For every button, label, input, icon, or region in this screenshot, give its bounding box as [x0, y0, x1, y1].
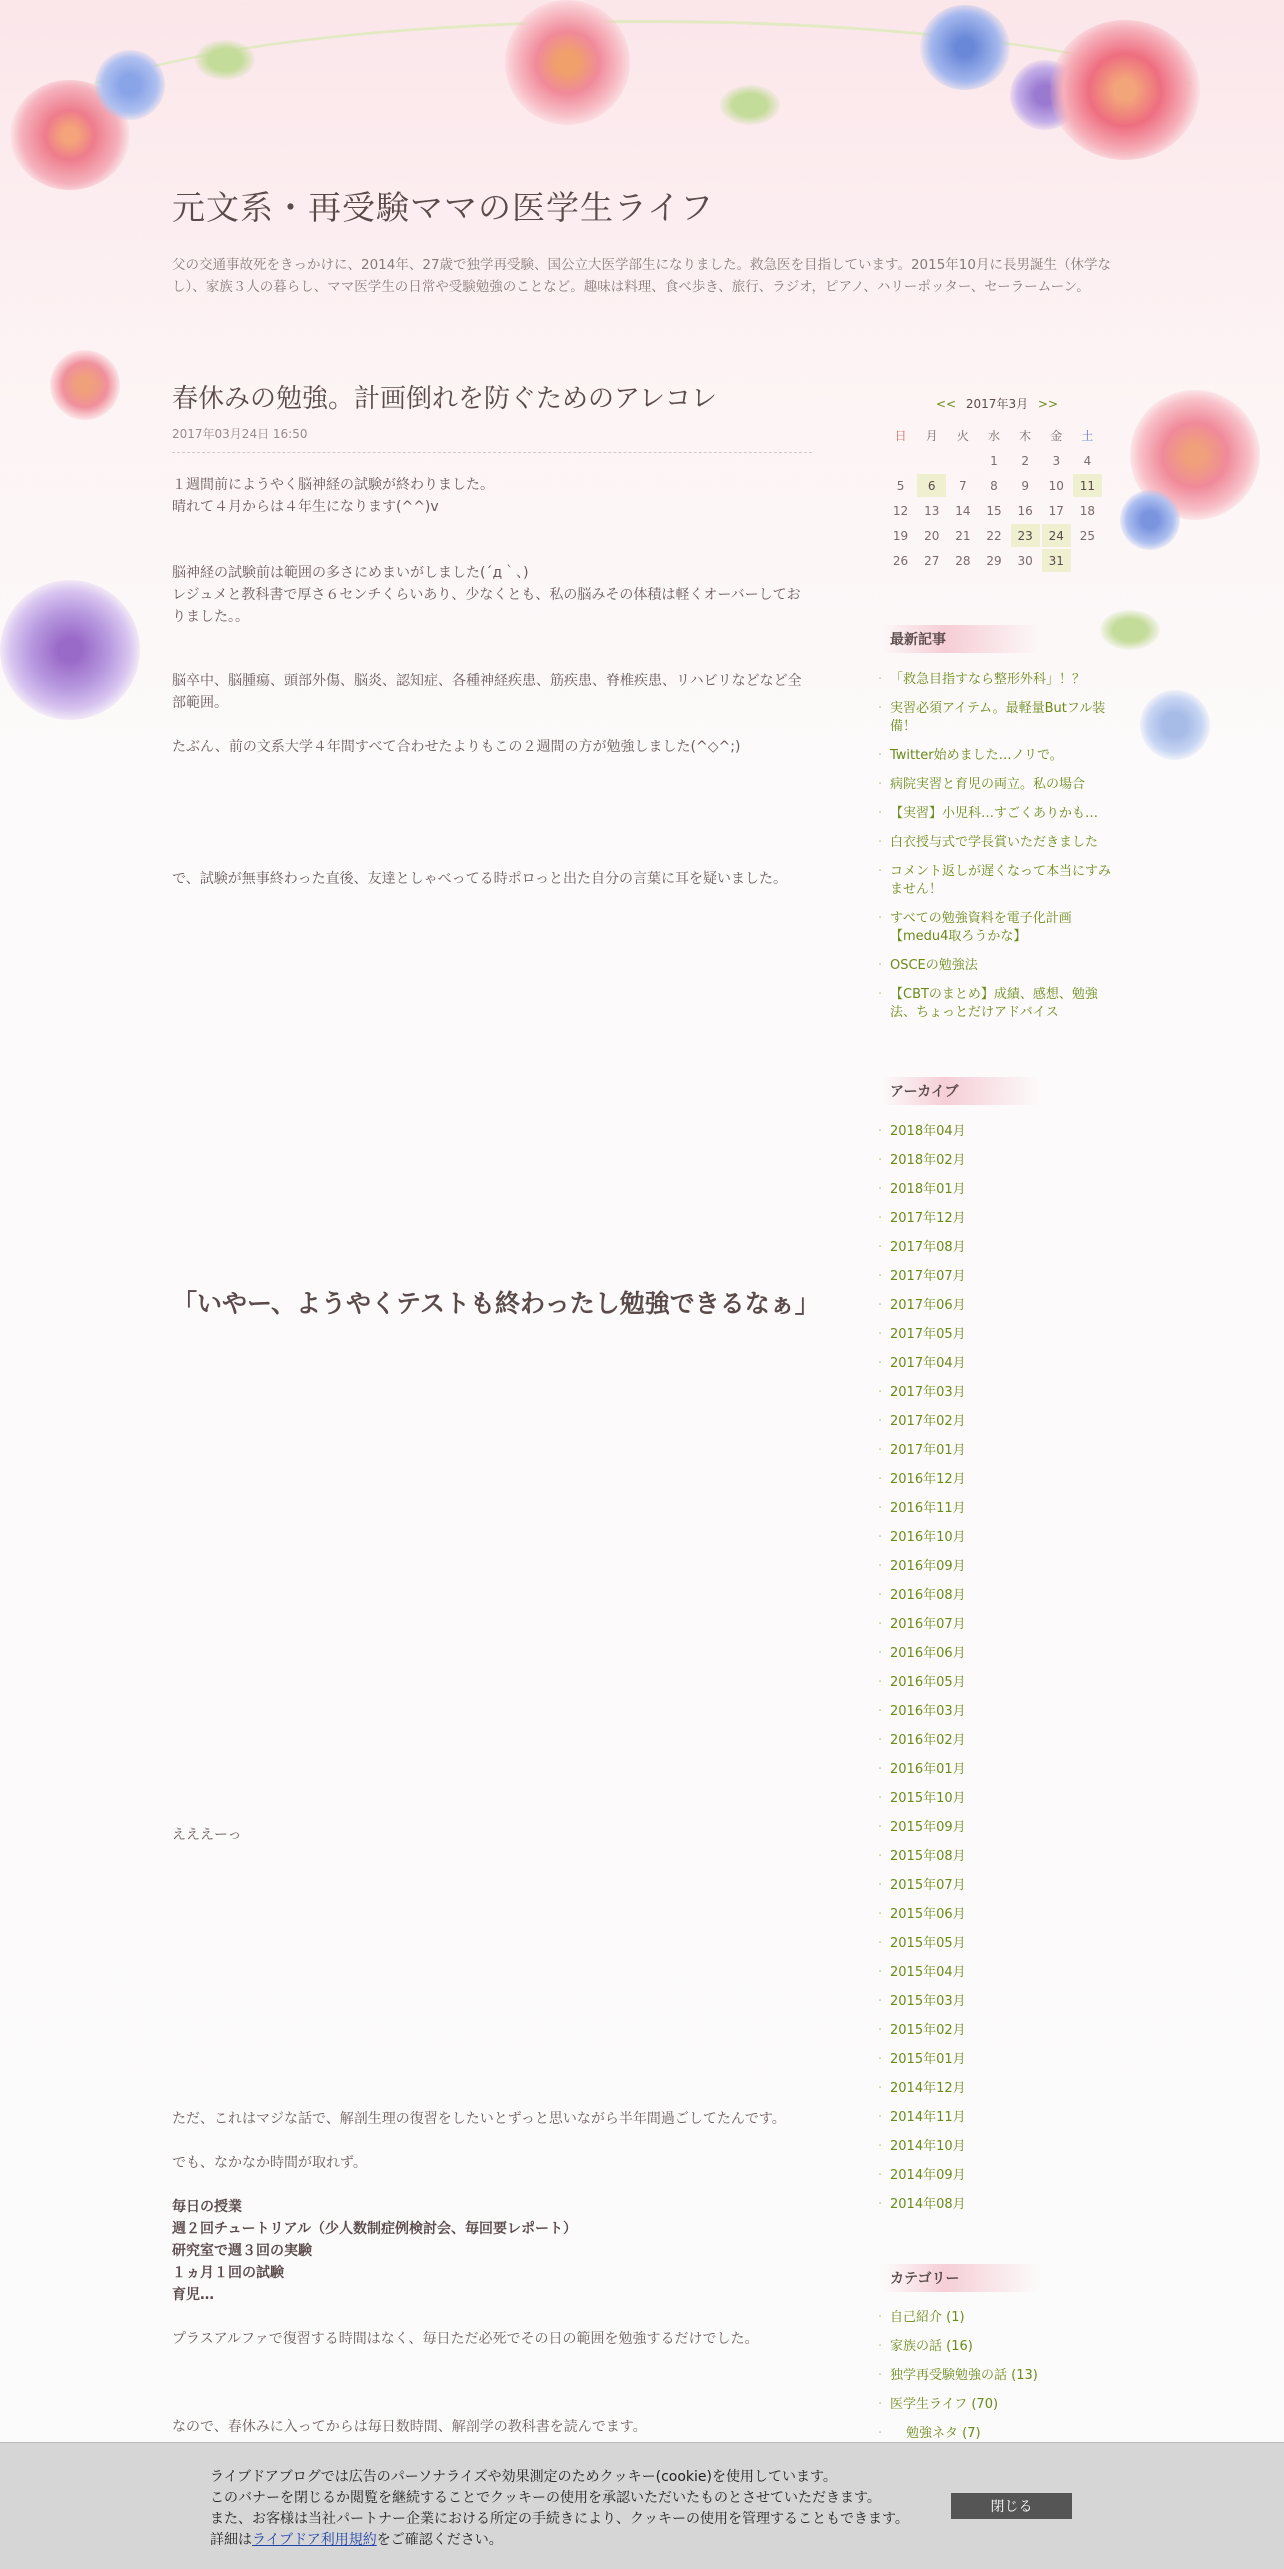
calendar-day: 13	[924, 503, 940, 518]
archive-link[interactable]: · 2016年05月	[882, 1674, 1112, 1692]
archive-link[interactable]: · 2017年08月	[882, 1239, 1112, 1257]
recent-posts-heading: 最新記事	[882, 625, 1040, 653]
archive-link[interactable]: · 2016年12月	[882, 1471, 1112, 1489]
weekday-label: 水	[987, 429, 1000, 443]
calendar-day: 9	[1021, 478, 1029, 493]
calendar-day: 21	[955, 528, 971, 543]
calendar-day: 29	[986, 553, 1002, 568]
archive-link[interactable]: · 2015年09月	[882, 1819, 1112, 1837]
archive-link[interactable]: · 2017年06月	[882, 1297, 1112, 1315]
calendar-day: 17	[1048, 503, 1064, 518]
category-item[interactable]: · 自己紹介 (1)	[882, 2309, 1112, 2327]
calendar-day[interactable]: 23	[1011, 524, 1040, 547]
weekday-label: 日	[894, 429, 907, 443]
archive-link[interactable]: · 2017年04月	[882, 1355, 1112, 1373]
archive-link[interactable]: · 2015年01月	[882, 2051, 1112, 2069]
archive-link[interactable]: · 2015年08月	[882, 1848, 1112, 1866]
calendar-day: 12	[892, 503, 909, 518]
archive-link[interactable]: · 2016年02月	[882, 1732, 1112, 1750]
post-paragraph: で、試験が無事終わった直後、友達としゃべってる時ポロっと出た自分の言葉に耳を疑いました。	[172, 871, 788, 887]
calendar-day	[886, 449, 915, 472]
calendar-day: 22	[986, 528, 1002, 543]
archive-link[interactable]: · 2016年11月	[882, 1500, 1112, 1518]
archive-link[interactable]: · 2014年11月	[882, 2109, 1112, 2127]
recent-post-link[interactable]: · 白衣授与式で学長賞いただきました	[882, 834, 1112, 852]
archive-link[interactable]: · 2018年01月	[882, 1181, 1112, 1199]
archive-link[interactable]: · 2016年03月	[882, 1703, 1112, 1721]
recent-post-link[interactable]: · 【実習】小児科…すごくありかも…	[882, 805, 1112, 823]
category-item[interactable]: · 家族の話 (16)	[882, 2338, 1112, 2356]
calendar-day: 15	[986, 503, 1002, 518]
calendar-day: 10	[1048, 478, 1064, 493]
calendar-next-link[interactable]: >>	[1037, 397, 1059, 411]
article	[172, 378, 820, 2435]
category-item[interactable]: · 医学生ライフ (70)	[882, 2396, 1112, 2414]
archive-link[interactable]: · 2017年07月	[882, 1268, 1112, 1286]
calendar-day[interactable]: 24	[1042, 524, 1071, 547]
archive-link[interactable]: · 2018年04月	[882, 1123, 1112, 1141]
blog-title[interactable]: 元文系・再受験ママの医学生ライフ	[172, 188, 715, 227]
archive-link[interactable]: · 2016年07月	[882, 1616, 1112, 1634]
category-sub-item[interactable]: · 勉強ネタ (7)	[882, 2425, 1112, 2443]
post-quote: 「いやー、ようやくテストも終わったし勉強できるなぁ」	[172, 1289, 820, 1318]
calendar-day: 8	[990, 478, 998, 493]
archive-heading: アーカイブ	[882, 1077, 1040, 1105]
archive-link[interactable]: · 2017年03月	[882, 1384, 1112, 1402]
recent-post-link[interactable]: · 病院実習と育児の両立。私の場合	[882, 776, 1112, 794]
archive-link[interactable]: · 2017年01月	[882, 1442, 1112, 1460]
calendar-day: 14	[955, 503, 971, 518]
post-paragraph: なので、春休みに入ってからは毎日数時間、解剖学の教科書を読んでます。	[172, 2419, 647, 2435]
calendar-day	[917, 449, 946, 472]
recent-post-link[interactable]: · Twitter始めました…ノリで。	[882, 747, 1112, 765]
calendar-day: 1	[990, 453, 998, 468]
post-list: 毎日の授業 週２回チュートリアル（少人数制症例検討会、毎回要レポート） 研究室で週３回の実験 １ヵ月１回の試験 育児…	[172, 2199, 578, 2303]
archive-link[interactable]: · 2016年08月	[882, 1587, 1112, 1605]
calendar-day: 16	[1017, 503, 1033, 518]
calendar-day	[1073, 549, 1102, 572]
calendar-day: 27	[924, 553, 940, 568]
post-paragraph: 脳卒中、脳腫瘍、頭部外傷、脳炎、認知症、各種神経疾患、筋疾患、脊椎疾患、リハビリなどなど全部範囲。	[172, 673, 802, 711]
archive-link[interactable]: · 2015年04月	[882, 1964, 1112, 1982]
archive-link[interactable]: · 2016年06月	[882, 1645, 1112, 1663]
calendar-prev-link[interactable]: <<	[935, 397, 957, 411]
archive-link[interactable]: · 2015年03月	[882, 1993, 1112, 2011]
calendar-day: 19	[892, 528, 909, 543]
calendar-header	[882, 395, 1112, 412]
recent-post-link[interactable]: · コメント返しが遅くなって本当にすみません！	[882, 863, 1112, 899]
recent-post-link[interactable]: · すべての勉強資料を電子化計画【medu4取ろうかな】	[882, 910, 1112, 946]
post-paragraph: 脳神経の試験前は範囲の多さにめまいがしました(´д｀、) レジュメと教科書で厚さ６センチくらいあり、少なくとも、私の脳みその体積は軽くオーバーしておりました。。	[172, 565, 801, 625]
archive-link[interactable]: · 2015年06月	[882, 1906, 1112, 1924]
archive-link[interactable]: · 2015年02月	[882, 2022, 1112, 2040]
calendar-month: 2017年3月	[965, 397, 1029, 411]
weekday-label: 月	[925, 429, 938, 443]
category-item[interactable]: · 独学再受験勉強の話 (13)	[882, 2367, 1112, 2385]
archive-link[interactable]: · 2016年10月	[882, 1529, 1112, 1547]
calendar-day: 18	[1079, 503, 1096, 518]
calendar-day[interactable]: 31	[1042, 549, 1071, 572]
recent-post-link[interactable]: · 「救急目指すなら整形外科」！？	[882, 671, 1112, 689]
post-paragraph: ただ、これはマジな話で、解剖生理の復習をしたいとずっと思いながら半年間過ごしてたんです。	[172, 2111, 786, 2127]
category-list	[882, 2309, 1112, 2454]
post-date: 2017年03月24日 16:50	[172, 425, 812, 453]
calendar-day[interactable]: 6	[917, 474, 946, 497]
archive-link[interactable]: · 2016年01月	[882, 1761, 1112, 1779]
weekday-label: 木	[1019, 429, 1032, 443]
recent-post-link[interactable]: · 【CBTのまとめ】成績、感想、勉強法、ちょっとだけアドバイス	[882, 986, 1112, 1022]
archive-link[interactable]: · 2017年05月	[882, 1326, 1112, 1344]
calendar	[884, 422, 1104, 574]
calendar-day: 30	[1017, 553, 1033, 568]
calendar-day[interactable]: 11	[1073, 474, 1102, 497]
terms-link[interactable]: ライブドア利用規約	[252, 2532, 377, 2548]
archive-link[interactable]: · 2014年10月	[882, 2138, 1112, 2156]
recent-posts-list	[882, 671, 1112, 1033]
archive-link[interactable]: · 2015年05月	[882, 1935, 1112, 1953]
calendar-day	[948, 449, 977, 472]
archive-link[interactable]: · 2014年12月	[882, 2080, 1112, 2098]
calendar-day: 7	[959, 478, 967, 493]
calendar-day: 26	[892, 553, 909, 568]
archive-list	[882, 1123, 1112, 2225]
archive-link[interactable]: · 2015年07月	[882, 1877, 1112, 1895]
calendar-day: 25	[1079, 528, 1096, 543]
sidebar	[882, 395, 1112, 2441]
blog-description: 父の交通事故死をきっかけに、2014年、27歳で独学再受験、国公立大医学部生になりました。救急医を目指しています。2015年10月に長男誕生（休学なし）、家族３人の暮らし、ママ医学生の日常や受験勉強のことなど。趣味は料理、食べ歩き、旅行、ラジオ，ピアノ、ハリーポッター、セーラームーン。	[172, 257, 1111, 295]
archive-link[interactable]: · 2017年02月	[882, 1413, 1112, 1431]
post-paragraph: でも、なかなか時間が取れず。	[172, 2155, 367, 2171]
recent-post-link[interactable]: · OSCEの勉強法	[882, 957, 1112, 975]
calendar-day: 3	[1052, 453, 1061, 468]
archive-link[interactable]: · 2014年08月	[882, 2196, 1112, 2214]
archive-link[interactable]: · 2015年10月	[882, 1790, 1112, 1808]
recent-post-link[interactable]: · 実習必須アイテム。最軽量Butフル装備！	[882, 700, 1112, 736]
calendar-day: 5	[896, 478, 905, 493]
post-paragraph: たぶん、前の文系大学４年間すべて合わせたよりもこの２週間の方が勉強しました(^◇^;)	[172, 739, 741, 755]
weekday-label: 金	[1050, 429, 1063, 443]
calendar-day: 28	[955, 553, 971, 568]
calendar-day: 20	[924, 528, 940, 543]
archive-link[interactable]: · 2017年12月	[882, 1210, 1112, 1228]
archive-link[interactable]: · 2014年09月	[882, 2167, 1112, 2185]
category-heading: カテゴリー	[882, 2264, 1040, 2292]
post-paragraph: １週間前にようやく脳神経の試験が終わりました。 晴れて４月からは４年生になります(^^)v	[172, 477, 494, 515]
post-title[interactable]: 春休みの勉強。計画倒れを防ぐためのアレコレ	[172, 384, 717, 414]
cookie-banner	[0, 2442, 1284, 2569]
post-paragraph: プラスアルファで復習する時間はなく、毎日ただ必死でその日の範囲を勉強するだけでした。	[172, 2331, 759, 2347]
archive-link[interactable]: · 2018年02月	[882, 1152, 1112, 1170]
archive-link[interactable]: · 2016年09月	[882, 1558, 1112, 1576]
close-button[interactable]: 閉じる	[951, 2493, 1072, 2519]
weekday-label: 土	[1081, 429, 1094, 443]
weekday-label: 火	[956, 429, 969, 443]
cookie-notice-text: ライブドアブログでは広告のパーソナライズや効果測定のためクッキー(cookie)を使用しています。 このバナーを閉じるか閲覧を継続することでクッキーの使用を承認いただいたものとさせていただきます。 また、お客様は当社パートナー企業における所定の手続きにより、クッキーの使用を管理することもできます。 詳細はライブドア利用規約をご確認ください。	[210, 2469, 909, 2548]
post-paragraph: えええーっ	[172, 1827, 242, 1843]
calendar-day: 2	[1021, 453, 1029, 468]
calendar-day: 4	[1083, 453, 1092, 468]
